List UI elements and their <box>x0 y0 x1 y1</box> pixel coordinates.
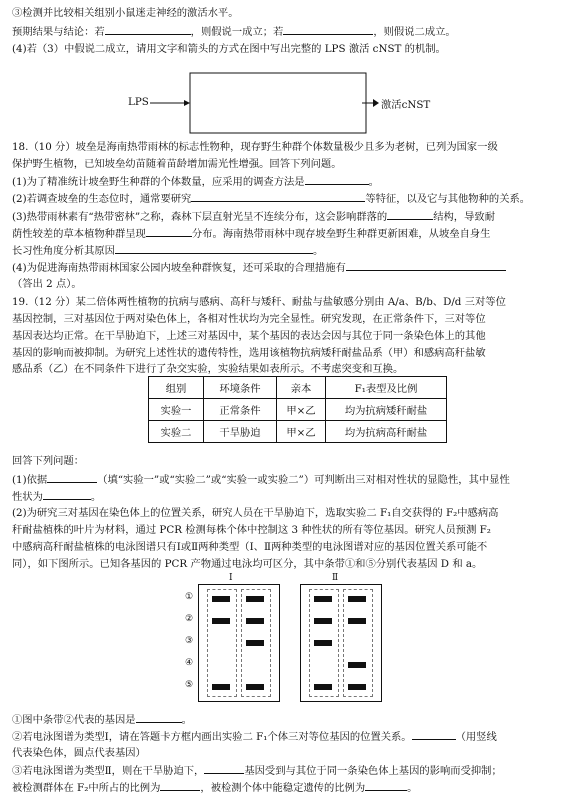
q18-line: 保护野生植物，已知坡垒幼苗随着苗龄增加需光性增强。回答下列问题。 <box>12 158 342 170</box>
answer-blank[interactable] <box>47 472 97 483</box>
table-cell: 均为抗病矮秆耐盐 <box>326 399 447 421</box>
table-cell: 实验一 <box>149 399 204 421</box>
q18-line: 荫性较差的草本植物种群呈现 分布。海南热带雨林中现存坡垒野生种群更新困难，从坡垒自身生 <box>12 228 491 240</box>
q19-line: 基因控制，三对基因位于两对染色体上，各相对性状均为完全显性。研究发现，在正常条件下，三对等位 <box>12 313 486 325</box>
gel-band <box>314 684 332 690</box>
line-1: ③检测并比较相关组别小鼠迷走神经的激活水平。 <box>12 7 239 19</box>
q18-line: 18.（10 分）坡垒是海南热带雨林的标志性物种，现存野生种群个体数量极少且多为老树，已列为国家一级 <box>12 141 498 153</box>
q18-line: (4)为促进海南热带雨林国家公园内坡垒种群恢复，还可采取的合理措施有 <box>12 260 558 275</box>
gel-band <box>314 640 332 646</box>
arrow-icon <box>366 98 380 108</box>
gel-band <box>348 684 366 690</box>
table-cell: 正常条件 <box>204 399 277 421</box>
q19-line: ②若电泳图谱为类型Ⅰ，请在答题卡方框内画出实验二 F₁个体三对等位基因的位置关系。 （用竖线 <box>12 731 497 743</box>
gel-band <box>246 640 264 646</box>
table-header-row <box>149 377 447 399</box>
gel-band <box>348 596 366 602</box>
table-cell: 实验二 <box>149 421 204 443</box>
line-3: (4)若（3）中假说二成立，请用文字和箭头的方式在图中写出完整的 LPS 激活 cNST 的机制。 <box>12 43 446 55</box>
q19-line: ①图中条带②代表的基因是 。 <box>12 714 192 726</box>
diagram-box[interactable] <box>148 72 370 138</box>
gel-lane <box>207 589 237 697</box>
table-cell: 甲×乙 <box>277 421 326 443</box>
q18-line: （答出 2 点）。 <box>12 278 82 290</box>
answer-blank[interactable] <box>305 174 369 185</box>
table-cell: 干旱胁迫 <box>204 421 277 443</box>
lps-label: LPS <box>128 96 149 108</box>
q19-line: 19.（12 分）某二倍体两性植物的抗病与感病、高秆与矮秆、耐盐与盐敏感分别由 A/a、B/b、D/d 三对等位 <box>12 296 506 308</box>
gel-band <box>246 684 264 690</box>
gel-lane <box>343 589 373 697</box>
q19-line: 中感病高秆耐盐植株的电泳图谱只有Ⅰ或Ⅱ两种类型（Ⅰ、Ⅱ两种类型的电泳图谱对应的基因位置关系可能不 <box>12 541 488 553</box>
experiment-table <box>148 376 447 443</box>
gel-type-1 <box>198 584 280 702</box>
q19-line: 基因的影响而被抑制。为研究上述性状的遗传特性，选用该植物抗病矮秆耐盐品系（甲）和感病高秆盐敏 <box>12 347 486 359</box>
gel-band <box>314 618 332 624</box>
answer-blank[interactable] <box>191 191 365 202</box>
answer-blank[interactable] <box>204 763 244 774</box>
q19-line: 回答下列问题： <box>12 455 85 467</box>
q19-line: 被检测群体在 F₂中所占的比例为 ，被检测个体中能稳定遗传的比例为 。 <box>12 782 418 794</box>
gel-band <box>314 596 332 602</box>
q19-line: 性状为 。 <box>12 491 102 503</box>
answer-blank[interactable] <box>115 243 313 254</box>
q19-line: (1)依据 （填“实验一”或“实验二”或“实验一或实验二”）可判断出三对相对性状的显隐性，其中显性 <box>12 474 510 486</box>
q19-line: 同），如下图所示。已知各基因的 PCR 产物通过电泳均可区分，其中条带①和⑤分别代表基因 D 和 a。 <box>12 558 483 570</box>
q19-line: ③若电泳图谱为类型Ⅱ，则在干旱胁迫下， 基因受到与其位于同一条染色体上基因的影响而受抑制； <box>12 765 502 777</box>
gel-band <box>246 618 264 624</box>
q18-line: (3)热带雨林素有“热带密林”之称，森林下层直射光呈不连续分布，这会影响群落的 结构，导致耐 <box>12 211 495 223</box>
gel-band <box>212 618 230 624</box>
table-row <box>149 399 447 421</box>
q19-line: 感品系（乙）在不同条件下进行了杂交实验，实验结果如表所示。不考虑突变和互换。 <box>12 363 404 375</box>
table-cell: 均为抗病高秆耐盐 <box>326 421 447 443</box>
answer-blank[interactable] <box>105 24 191 35</box>
q19-line: 秆耐盐植株的叶片为材料，通过 PCR 检测每株个体中控制这 3 种性状的所有等位基因。研究人员预测 F₂ <box>12 524 491 536</box>
table-header: 组别 <box>149 377 204 399</box>
type-1-label: Ⅰ <box>229 573 233 583</box>
q19-line: 基因表达均正常。在干旱胁迫下，上述三对基因中，某个基因的表达会因与其位于同一条染色体上的其他 <box>12 330 486 342</box>
table-row <box>149 421 447 443</box>
gel-band <box>246 596 264 602</box>
table-header: F₁表型及比例 <box>326 377 447 399</box>
answer-blank[interactable] <box>283 24 373 35</box>
type-2-label: Ⅱ <box>332 573 339 583</box>
band-marker: ② <box>185 614 194 624</box>
line-2: 预期结果与结论：若 ，则假说一成立；若 ，则假说二成立。 <box>12 26 456 38</box>
table-cell: 甲×乙 <box>277 399 326 421</box>
answer-blank[interactable] <box>146 226 192 237</box>
gel-band <box>212 596 230 602</box>
table-header: 亲本 <box>277 377 326 399</box>
q19-line: 代表染色体，圆点代表基因） <box>12 747 146 759</box>
answer-blank[interactable] <box>387 209 433 220</box>
band-marker: ④ <box>185 658 194 668</box>
q18-line: 长习性角度分析其原因 。 <box>12 245 324 257</box>
q19-line: (2)为研究三对基因在染色体上的位置关系，研究人员在干旱胁迫下，选取实验二 F₁自交获得的 F₂中感病高 <box>12 507 499 519</box>
answer-blank[interactable] <box>43 489 91 500</box>
gel-type-2 <box>300 584 382 702</box>
gel-band <box>348 618 366 624</box>
band-marker: ③ <box>185 636 194 646</box>
answer-blank[interactable] <box>365 780 407 791</box>
answer-blank[interactable] <box>160 780 200 791</box>
q18-line: (1)为了精准统计坡垒野生种群的个体数量，应采用的调查方法是 。 <box>12 176 379 188</box>
band-marker: ① <box>185 592 194 602</box>
q18-line: (2)若调查坡垒的生态位时，通常要研究 等特征，以及它与其他物种的关系。 <box>12 193 531 205</box>
gel-band <box>348 662 366 668</box>
gel-band <box>212 684 230 690</box>
band-marker: ⑤ <box>185 680 194 690</box>
answer-blank[interactable] <box>136 712 182 723</box>
answer-blank[interactable] <box>346 260 506 271</box>
cnst-label: 激活cNST <box>381 99 431 111</box>
answer-blank[interactable] <box>412 729 456 740</box>
table-header: 环境条件 <box>204 377 277 399</box>
